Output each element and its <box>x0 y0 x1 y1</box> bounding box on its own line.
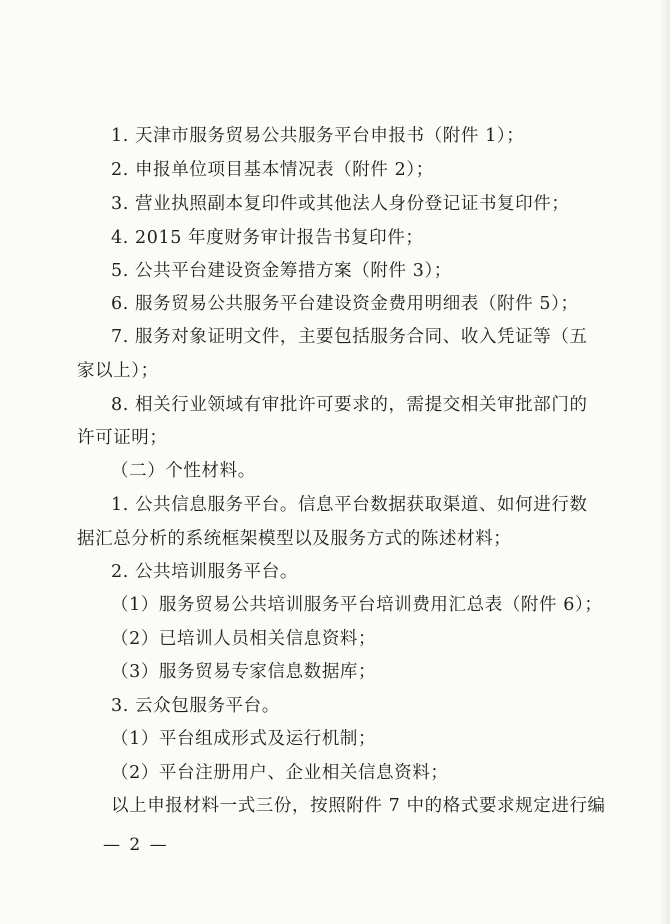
text-line: 1. 公共信息服务平台。信息平台数据获取渠道、如何进行数 <box>111 495 588 515</box>
text-line: 许可证明； <box>77 428 168 448</box>
text-line: 3. 云众包服务平台。 <box>111 696 280 716</box>
text-line: （2）已培训人员相关信息资料； <box>111 629 377 649</box>
text-line: 7. 服务对象证明文件，主要包括服务合同、收入凭证等（五 <box>111 327 588 347</box>
text-line: 2. 公共培训服务平台。 <box>111 562 298 582</box>
text-line: （2）平台注册用户、企业相关信息资料； <box>111 763 449 783</box>
text-line: （1）服务贸易公共培训服务平台培训费用汇总表（附件 6）； <box>111 595 603 615</box>
text-line: 6. 服务贸易公共服务平台建设资金费用明细表（附件 5）； <box>111 294 579 314</box>
text-line: 4. 2015 年度财务审计报告书复印件； <box>111 228 424 248</box>
scan-edge-shadow <box>660 0 670 924</box>
text-line: 1. 天津市服务贸易公共服务平台申报书（附件 1）； <box>111 126 525 146</box>
section-heading: （二）个性材料。 <box>111 461 256 481</box>
page-number: — 2 — <box>103 835 169 855</box>
text-line: 2. 申报单位项目基本情况表（附件 2）； <box>111 160 434 180</box>
text-line: 3. 营业执照副本复印件或其他法人身份登记证书复印件； <box>111 194 570 214</box>
text-line: 以上申报材料一式三份，按照附件 7 中的格式要求规定进行编 <box>111 796 606 816</box>
text-line: （3）服务贸易专家信息数据库； <box>111 662 377 682</box>
text-line: 8. 相关行业领域有审批许可要求的，需提交相关审批部门的 <box>111 395 588 415</box>
text-line: 家以上）； <box>77 361 159 381</box>
text-line: 5. 公共平台建设资金筹措方案（附件 3）； <box>111 261 452 281</box>
text-line: （1）平台组成形式及运行机制； <box>111 729 377 749</box>
text-line: 据汇总分析的系统框架模型以及服务方式的陈述材料； <box>77 529 512 549</box>
